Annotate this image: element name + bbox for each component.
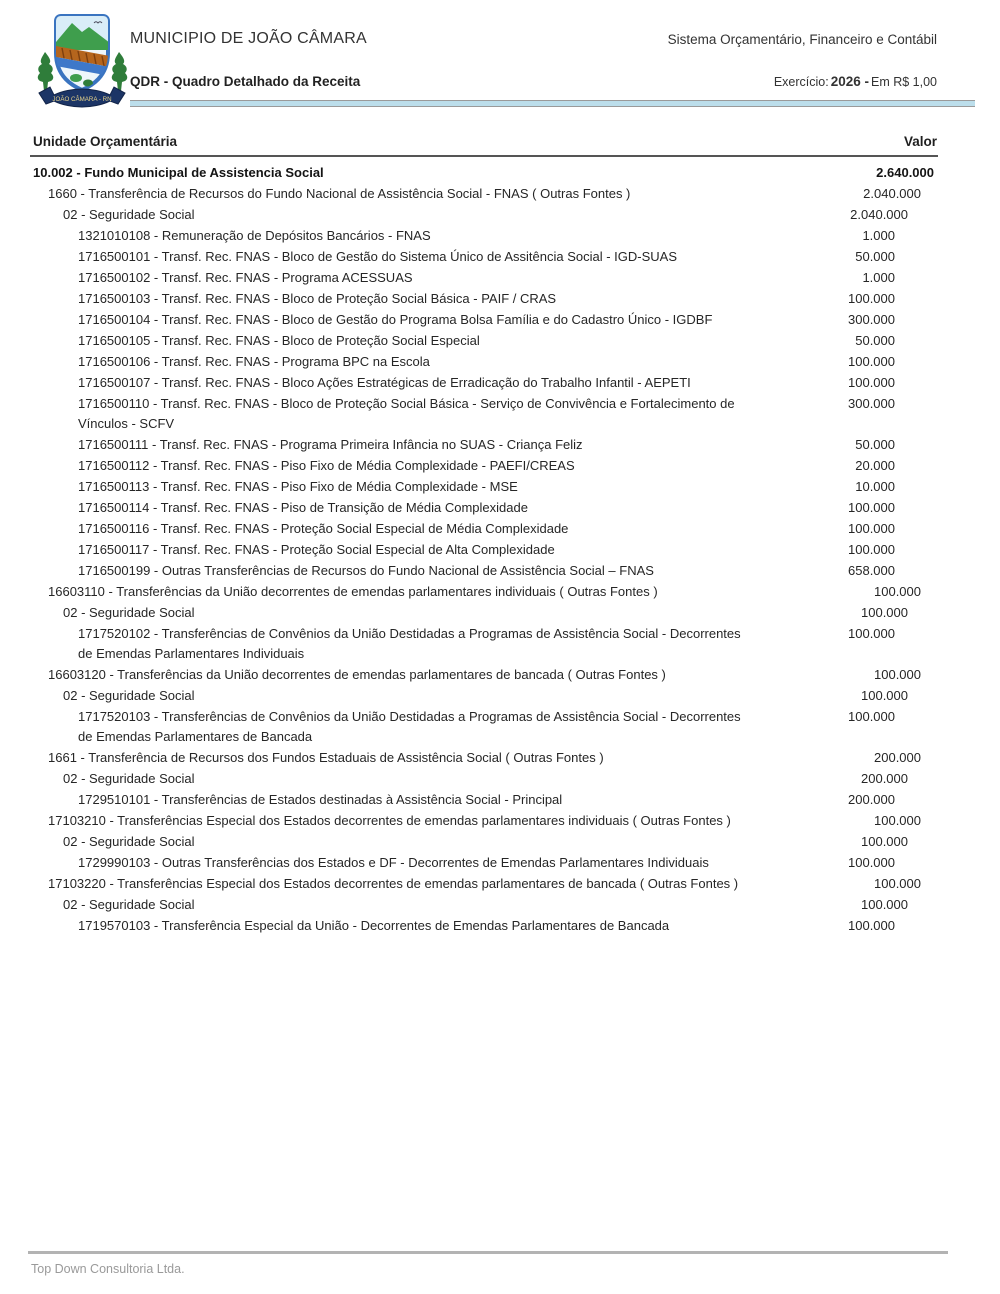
row-value: 50.000 (855, 248, 895, 264)
row-value: 100.000 (874, 812, 921, 828)
row-label: 02 - Seguridade Social (63, 604, 195, 620)
row-value: 100.000 (848, 917, 895, 933)
municipality-name: MUNICIPIO DE JOÃO CÂMARA (130, 30, 367, 47)
row-value: 300.000 (848, 311, 895, 327)
row-label: 1716500114 - Transf. Rec. FNAS - Piso de Transição de Média Complexidade (78, 499, 528, 515)
table-row (33, 539, 937, 560)
row-label: 1716500111 - Transf. Rec. FNAS - Programa Primeira Infância no SUAS - Criança Feliz (78, 436, 583, 452)
table-row (33, 309, 937, 330)
table-row (33, 225, 937, 246)
row-label: 1716500102 - Transf. Rec. FNAS - Programa ACESSUAS (78, 269, 413, 285)
row-label: 1716500101 - Transf. Rec. FNAS - Bloco de Gestão do Sistema Único de Assitência Social - IGD-SUAS (78, 248, 678, 264)
row-value: 100.000 (848, 353, 895, 369)
row-value: 50.000 (855, 332, 895, 348)
report-title: QDR - Quadro Detalhado da Receita (130, 74, 361, 89)
row-label: 1716500106 - Transf. Rec. FNAS - Programa BPC na Escola (78, 353, 430, 369)
row-label: 1719570103 - Transferência Especial da União - Decorrentes de Emendas Parlamentares de Bancada (78, 917, 670, 933)
row-label: 1716500117 - Transf. Rec. FNAS - Proteção Social Especial de Alta Complexidade (78, 541, 555, 557)
table-row (33, 602, 937, 623)
table-row (33, 685, 937, 706)
row-label: 17103210 - Transferências Especial dos Estados decorrentes de emendas parlamentares individuais ( Outras Fontes ) (48, 812, 731, 828)
table-row (33, 288, 937, 309)
logo-tree-right (112, 52, 128, 91)
table-row (33, 747, 937, 768)
row-value: 10.000 (855, 478, 895, 494)
table-row (33, 330, 937, 351)
column-header-valor: Valor (903, 134, 937, 149)
row-value: 1.000 (862, 227, 895, 243)
logo-banner-text: JOÃO CÂMARA - RN (52, 96, 112, 103)
table-row (33, 162, 937, 183)
row-label: 16603120 - Transferências da União decorrentes de emendas parlamentares de bancada ( Outras Fontes ) (48, 666, 666, 682)
row-label: 1660 - Transferência de Recursos do Fundo Nacional de Assistência Social - FNAS ( Outras Fontes ) (48, 185, 631, 201)
table-row (33, 183, 937, 204)
row-label: 02 - Seguridade Social (63, 896, 195, 912)
row-value: 300.000 (848, 395, 895, 411)
table-row (33, 518, 937, 539)
header-separator-bar (130, 100, 975, 107)
table-row (33, 852, 937, 873)
exercise-unit: Em R$ 1,00 (870, 75, 937, 89)
row-label: 1716500104 - Transf. Rec. FNAS - Bloco de Gestão do Programa Bolsa Família e do Cadastro Único - IGDBF (78, 311, 713, 327)
row-value: 1.000 (862, 269, 895, 285)
table-header (33, 134, 937, 149)
row-value: 100.000 (848, 708, 895, 724)
row-label: 17103220 - Transferências Especial dos Estados decorrentes de emendas parlamentares de bancada ( Outras Fontes ) (48, 875, 739, 891)
table-row (33, 434, 937, 455)
exercise-line (774, 74, 937, 89)
table-row (33, 351, 937, 372)
row-value: 200.000 (874, 749, 921, 765)
row-label: 10.002 - Fundo Municipal de Assistencia Social (33, 164, 324, 180)
row-value: 100.000 (861, 687, 908, 703)
row-label: 1717520103 - Transferências de Convênios da União Destidadas a Programas de Assistência Social - Decorrentes de Emendas Parlamentares de Bancada (78, 708, 741, 744)
table-row (33, 246, 937, 267)
row-label: 02 - Seguridade Social (63, 833, 195, 849)
table-row (33, 706, 937, 747)
column-header-unidade: Unidade Orçamentária (33, 134, 178, 149)
row-value: 100.000 (848, 374, 895, 390)
logo-tree-left (38, 52, 54, 91)
row-value: 100.000 (848, 854, 895, 870)
row-value: 100.000 (848, 625, 895, 641)
row-value: 100.000 (874, 666, 921, 682)
row-value: 100.000 (861, 833, 908, 849)
footer-company: Top Down Consultoria Ltda. (31, 1262, 185, 1276)
footer-rule (28, 1251, 948, 1254)
row-label: 02 - Seguridade Social (63, 770, 195, 786)
row-value: 100.000 (874, 583, 921, 599)
table-row (33, 372, 937, 393)
row-label: 1716500105 - Transf. Rec. FNAS - Bloco de Proteção Social Especial (78, 332, 480, 348)
exercise-label: Exercício: (773, 75, 829, 89)
table-row (33, 894, 937, 915)
table-row (33, 789, 937, 810)
row-label: 1717520102 - Transferências de Convênios da União Destidadas a Programas de Assistência Social - Decorrentes de Emendas Parlamentares Individuais (78, 625, 741, 661)
table-row (33, 831, 937, 852)
row-value: 2.040.000 (850, 206, 908, 222)
table-row (33, 204, 937, 225)
row-label: 1716500112 - Transf. Rec. FNAS - Piso Fixo de Média Complexidade - PAEFI/CREAS (78, 457, 575, 473)
row-label: 1729510101 - Transferências de Estados destinadas à Assistência Social - Principal (78, 791, 563, 807)
row-value: 200.000 (861, 770, 908, 786)
row-value: 100.000 (848, 541, 895, 557)
table-row (33, 476, 937, 497)
row-label: 02 - Seguridade Social (63, 687, 195, 703)
table-header-rule (30, 155, 938, 157)
row-label: 02 - Seguridade Social (63, 206, 195, 222)
row-label: 1716500199 - Outras Transferências de Recursos do Fundo Nacional de Assistência Social – FNAS (78, 562, 654, 578)
table-row (33, 581, 937, 602)
table-row (33, 810, 937, 831)
row-label: 1716500116 - Transf. Rec. FNAS - Proteção Social Especial de Média Complexidade (78, 520, 569, 536)
row-value: 100.000 (848, 290, 895, 306)
table-row (33, 623, 937, 664)
table-row (33, 267, 937, 288)
row-value: 100.000 (848, 520, 895, 536)
table-row (33, 497, 937, 518)
table-body (33, 162, 937, 936)
row-label: 1661 - Transferência de Recursos dos Fundos Estaduais de Assistência Social ( Outras Fontes ) (48, 749, 604, 765)
table-row (33, 664, 937, 685)
table-row (33, 393, 937, 434)
row-value: 2.640.000 (876, 164, 934, 180)
row-value: 100.000 (848, 499, 895, 515)
row-value: 50.000 (855, 436, 895, 452)
table-row (33, 915, 937, 936)
row-value: 2.040.000 (863, 185, 921, 201)
row-value: 658.000 (848, 562, 895, 578)
table-row (33, 768, 937, 789)
row-value: 100.000 (861, 896, 908, 912)
system-name: Sistema Orçamentário, Financeiro e Contábil (667, 32, 937, 47)
table-row (33, 873, 937, 894)
row-label: 1716500103 - Transf. Rec. FNAS - Bloco de Proteção Social Básica - PAIF / CRAS (78, 290, 557, 306)
row-label: 1321010108 - Remuneração de Depósitos Bancários - FNAS (78, 227, 431, 243)
row-label: 1729990103 - Outras Transferências dos Estados e DF - Decorrentes de Emendas Parlamentares Individuais (78, 854, 709, 870)
exercise-year: 2026 - (830, 74, 869, 89)
row-label: 1716500110 - Transf. Rec. FNAS - Bloco de Proteção Social Básica - Serviço de Convivência e Fortalecimento de Vínculos - SCFV (78, 395, 735, 431)
table-row (33, 560, 937, 581)
row-value: 200.000 (848, 791, 895, 807)
table-row (33, 455, 937, 476)
row-value: 100.000 (874, 875, 921, 891)
row-label: 16603110 - Transferências da União decorrentes de emendas parlamentares individuais ( Outras Fontes ) (48, 583, 658, 599)
municipality-logo (34, 10, 130, 114)
row-label: 1716500113 - Transf. Rec. FNAS - Piso Fixo de Média Complexidade - MSE (78, 478, 518, 494)
row-label: 1716500107 - Transf. Rec. FNAS - Bloco Ações Estratégicas de Erradicação do Trabalho Infantil - AEPETI (78, 374, 691, 390)
row-value: 20.000 (855, 457, 895, 473)
row-value: 100.000 (861, 604, 908, 620)
